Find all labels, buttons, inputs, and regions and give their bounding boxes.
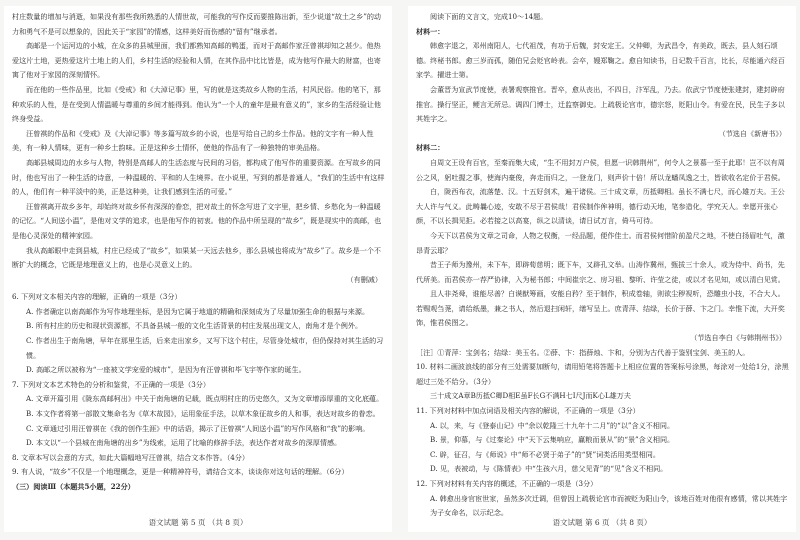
- reading-intro: 阅读下面的文言文，完成10～14题。: [430, 12, 548, 21]
- question-6-option-d: D. 高邮之所以被称为“一座被文学宠爱的城市”，是因为有汪曾祺和毕飞宇等作家的诞生。: [26, 365, 306, 375]
- annotation-note: ［注］①青萍：宝剑名；结绿：美玉名。②薛、卞：指薛烛、卞和，分别为古代善于鉴别宝剑、美玉的人。: [416, 347, 750, 357]
- section-heading: （三）阅读Ⅲ（本题共5小题，22分）: [12, 482, 135, 491]
- passage-paragraph: 汪曾祺的作品和《受戒》及《大淖记事》等多篇写故乡的小说，也是写给自己的乡土作品。他的文字有一种人性美，有一种人情味，更有一种乡土韵味。正是这种乡土情怀，使他的作品有了一种独特的审美品格。: [12, 128, 374, 153]
- material-2-paragraph: 自周文王设有百官，至秦而集大成，“生不用封万户侯，但愿一识韩荆州”，何令人之景慕一至于此耶！岂不以有周公之风，躬吐握之事，使海内豪俊，奔走而归之，一登龙门，则声价十倍！所以龙蟠凤逸之士，皆欲收名定价于君侯。: [416, 157, 785, 182]
- page-left-footer: 语文试题 第 5 页 （共 8 页）: [148, 518, 248, 527]
- question-10: 10. 材料二画波浪线的部分有三处需要加断句，请用铅笔将答题卡上相应位置的答案标号涂黑，每涂对一处给1分，涂黑超过三处不给分。（3分）: [416, 362, 789, 386]
- material-2-label: 材料二：: [416, 143, 445, 153]
- passage-paragraph: 高邮是一个运河边的小城，在众多的县城里面，我们都熟知高邮的鸭蛋，而对于高邮作家汪曾祺却知之甚少。他热爱这片土地，更热爱这片土地上的人们，乡村生活的经验和人情，在其作品中比比皆是，成为他写作最大的财富，也寄寓了他对于家园的深刻情怀。: [12, 41, 381, 80]
- question-7-option-c: C. 文章通过引用汪曾祺在《我的创作生涯》中的话语，揭示了汪曾祺“人间送小温”的写作风格和“我”的影响。: [26, 423, 370, 433]
- material-1-source: （节选自《新唐书》）: [718, 128, 786, 138]
- question-11-option-d: D. 见，表被动，与《陈情表》中“生孩六月，慈父见背”的“见”含义不相同。: [430, 464, 668, 474]
- passage-paragraph: 而在他的一些作品里，比如《受戒》和《大淖记事》里，写的就是这类故乡人物的生活，村风民俗。他的笔下，那种欢乐的人性，是在受到人情温暖与尊重的乡间才能得到。他认为“一个人的童年是最有意义的”，家乡的生活经验让他终身受益。: [12, 84, 382, 124]
- question-12: 12. 下列对材料有关内容的概述，不正确的一项是（3分）: [416, 479, 598, 488]
- question-10-segmentation-line: 三十成文A章B历抵C卿D相E虽F长G不满H七I尺J而K心L雄万夫: [430, 391, 631, 401]
- question-6-option-c: C. 作者出生于南角塘，早年在那里生活，后来走出家乡，又写下这个村庄，尽管身处城市，但仍保持对其生活的习惯。: [26, 336, 384, 360]
- exam-page-right: [408, 6, 796, 532]
- page-left-content: [12, 10, 386, 495]
- material-1-paragraph: 会董晋为宣武节度使，表署观察推官。晋卒，愈从丧出，不四日，汴军乱，乃去。依武宁节度使张建封，建封辟府推官。操行坚正，鲠言无所忌。调四门博士，迁监察御史。上疏极论宫市，德宗怒，贬阳山令。有爱在民，民生子多以其姓字之。: [416, 84, 785, 124]
- passage-paragraph: 我从高邮眼中走到县城，村庄已经成了“故乡”，如果某一天远去他乡，那么县城也将成为“故乡”了。故乡是一个不断扩大的概念，它既是地理意义上的，也是心灵意义上的。: [12, 245, 382, 270]
- question-11-option-b: B. 景，仰慕，与《过秦论》中“天下云集响应，赢粮而景从”的“景”含义相同。: [430, 435, 675, 445]
- page-right-content: [416, 10, 790, 521]
- exam-page-left: [4, 6, 392, 532]
- passage-paragraph: 村庄数量的增加与消逝，如果没有那些我所熟悉的人情世故，可能我的写作反而要推陈出新，至少说道“故土之乡”的动力和勇气不是可以想象的，因此关于“家园”的情感，这样美好而伤感的“留有”继承者。: [12, 12, 382, 36]
- passage-source: （有删减）: [346, 274, 382, 284]
- passage-paragraph: 汪曾祺离开故乡多年，却始终对故乡怀有深深的眷恋，把对故土的怀念写进了文字里，把乡情、乡愁化为一种温暖的记忆。“人间送小温”，是他对文学的追求，也是他写作的初衷。他的作品中所呈现的“故乡”，既是现实中的高邮，也是他心灵深处的精神家园。: [12, 201, 382, 240]
- question-7-option-b: B. 本文作者将第一部散文集命名为《草木故园》，运用象征手法，以草木象征故乡的人和事，表达对故乡的眷恋。: [26, 409, 380, 419]
- material-1-paragraph: 韩愈字退之，邓州南阳人，七代祖茂，有功于后魏，封安定王。父仲卿，为武昌令，有美政，既去，县人刻石颂德。终秘书郎。愈三岁而孤，随伯兄会贬官岭表。会卒，嫂郑鞠之。愈自知读书，日记数千百言，比长，尽能通六经百家学。擢进士第。: [416, 41, 785, 80]
- page-right-footer: 语文试题 第 6 页 （共 8 页）: [552, 518, 652, 527]
- material-2-paragraph: 白，陇西布衣，流落楚、汉。十五好剑术，遍干诸侯。三十成文章，历抵卿相。虽长不满七尺，而心雄万夫。王公大人许与气义。此畴曩心迹，安敢不尽于君侯哉！君侯制作侔神明，德行动天地，笔参造化，学究天人。幸愿开张心颜，不以长揖见拒。必若接之以高宴，纵之以清谈，请日试万言，倚马可待。: [416, 187, 785, 226]
- question-6: 6. 下列对文本相关内容的理解，正确的一项是（3分）: [12, 292, 182, 302]
- question-12-option-a: A. 韩愈出身官宦世家，虽然多次迁调，但曾因上疏极论宫市而被贬为阳山令，该地百姓对他很有感情，常以其姓字为子女命名，以示纪念。: [430, 493, 788, 518]
- question-11: 11. 下列对材料中加点词语及相关内容的解说，不正确的一项是（3分）: [416, 406, 640, 416]
- material-2-quote: 且人非尧舜，谁能尽善？白谟猷筹画，安能自矜？至于制作，积成卷轴，则欲尘秽视听，恐雕虫小技，不合大人。若赐观刍荛，请给纸墨，兼之书人，然后退扫闲轩，缮写呈上。庶青萍、结绿，长价于薛、卞之门。幸惟下流，大开奖饰，惟君侯图之。: [416, 289, 785, 328]
- question-11-option-c: C. 辟，征召，与《师说》中“师不必贤于弟子”的“贤”词类活用类型相同。: [430, 449, 660, 459]
- question-6-option-a: A. 作者确定以南高邮作为写作地理坐标，是因为它属于地道的精确和深刻成为了尽量加强生命的根据与来源。: [26, 306, 370, 316]
- material-2-source: （节选自李白《与韩荆州书》）: [690, 333, 786, 343]
- material-2-paragraph: 今天下以君侯为文章之司命，人物之权衡，一经品题，便作佳士。而君侯何惜阶前盈尺之地，不使白扬眉吐气，激昂青云耶？: [416, 230, 785, 255]
- passage-paragraph: 高邮县城周边的水乡与人物，特别是高邮人的生活态度与民间的习俗，都构成了他写作的重要资源。在写故乡的同时，他也写出了一种生活的诗意，一种温暖的、平和的人生境界。在小说里，写到的都是普通人，“我们的生活中有这样的人，他们有一种平淡中的美，正是这种美，让我们感到生活的可爱。”: [12, 157, 385, 197]
- material-2-paragraph: 昔王子师为豫州，未下车，即辟荀慈明；既下车，又辟孔文举。山涛作冀州，甄拔三十余人，或为侍中、尚书，先代所美。而君侯亦一荐严协律，入为秘书郎；中间崔宗之、房习祖、黎昕、许莹之徒，或以才名见知，或以清白见赏。: [416, 260, 785, 284]
- question-9: 9. 有人说，“故乡”不仅是一个地理概念，更是一种精神符号，请结合文本，谈谈你对这句话的理解。（6分）: [12, 467, 349, 477]
- question-11-option-a: A. 以，来，与《登泰山记》中“余以乾隆三十九年十二月”的“以”含义不相同。: [430, 420, 675, 430]
- question-7-option-a: A. 文章开篇引用《陇东高邮柯出》中关于南角塘的记载，既点明村庄的历史悠久，又为文章增添厚重的文化底蕴。: [26, 394, 384, 404]
- question-6-option-b: B. 所有村庄的历史和现状资源都，不具备县城一般的文化生活背景的村庄发展出现文人，南角才是个例外。: [26, 321, 363, 331]
- material-1-label: 材料一：: [416, 26, 445, 36]
- question-7-option-d: D. 本文以“一个县城在南角塘的出乡”为线索，运用了比喻的修辞手法，表达作者对故乡的深厚情感。: [26, 438, 342, 448]
- question-7: 7. 下列对文本艺术特色的分析和鉴赏，不正确的一项是（3分）: [12, 379, 210, 389]
- question-8: 8. 文章本写以会意的方式，如此大篇幅地写汪曾祺，结合文本作答。（4分）: [12, 452, 249, 462]
